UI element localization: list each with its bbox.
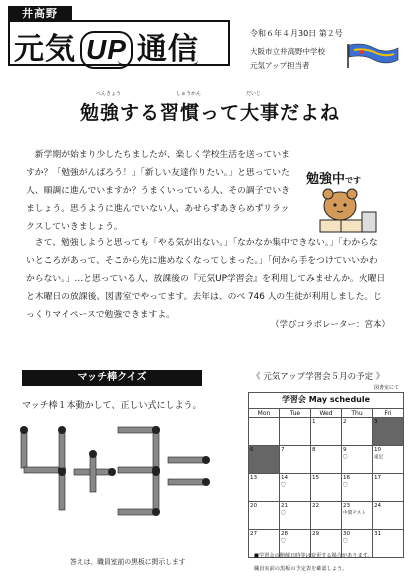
schedule-event: 〇: [281, 511, 286, 516]
ruby-benkyou: べんきょう: [96, 91, 122, 97]
schedule-day-cell: [249, 502, 280, 530]
schedule-event: 〇: [281, 539, 286, 544]
schedule-date: 15: [312, 475, 320, 481]
schedule-footnote-2: 職員室前の黒板の予定表を確認しよう。: [254, 566, 348, 572]
credit-line: （学びコラボレーター：宮本）: [270, 320, 390, 330]
day-thu: Thu: [342, 409, 373, 418]
schedule-date: 30: [343, 531, 351, 537]
schedule-date: 13: [250, 475, 258, 481]
schedule-day-cell: [373, 418, 404, 446]
main-paragraph: さて、勉強しようと思っても「やる気が出ない。」「なかなか集中できない。」「わからないところがあって、そこから先に進めなくなってしまった。」「何から手をつけていいかわからない。」…と思っている人、放課後の『元気UP学習会』を利用してみませんか。火曜日と木曜日の放課後、図書室でやってます。去年は、のべ 746 人の生徒が利用しました。じっくりマイペースで勉強できますよ。: [26, 238, 386, 320]
schedule-day-cell: [280, 474, 311, 502]
title-left: 元気: [14, 32, 76, 67]
schedule-date: 24: [374, 503, 382, 509]
schedule-day-header: [249, 409, 404, 418]
schedule-date: 20: [250, 503, 258, 509]
schedule-day-cell: [280, 418, 311, 446]
ruby-daiji: だいじ: [246, 91, 262, 97]
schedule-day-cell: [342, 502, 373, 530]
schedule-date: 10: [374, 447, 382, 453]
schedule-title: 《 元気アップ学習会５月の予定 》: [252, 372, 385, 382]
schedule-date: 8: [312, 447, 316, 453]
schedule-date: 23: [343, 503, 351, 509]
day-fri: Fri: [373, 409, 404, 418]
schedule-day-cell: [249, 418, 280, 446]
schedule-day-cell: [311, 446, 342, 474]
schedule-location-note: 図書室にて: [374, 385, 400, 391]
schedule-event: 〇: [281, 483, 286, 488]
schedule-date: 31: [374, 531, 382, 537]
schedule-date: 14: [281, 475, 289, 481]
schedule-date: 27: [250, 531, 258, 537]
schedule-event: 遠足: [374, 455, 384, 460]
schedule-date: 28: [281, 531, 289, 537]
schedule-day-cell: [311, 502, 342, 530]
day-mon: Mon: [249, 409, 280, 418]
schedule-date: 22: [312, 503, 320, 509]
title-swoosh: [118, 60, 198, 66]
schedule-date: 17: [374, 475, 382, 481]
schedule-day-cell: [280, 446, 311, 474]
day-tue: Tue: [280, 409, 311, 418]
schedule-caption: 学習会 May schedule: [249, 393, 404, 409]
schedule-day-cell: [249, 446, 280, 474]
title-right: 通信: [136, 32, 199, 67]
schedule-day-cell: [311, 418, 342, 446]
schedule-date: 1: [312, 419, 316, 425]
school-tag: 井高野: [8, 6, 72, 22]
headline: [0, 98, 420, 125]
matchstick-equation-icon: [18, 420, 218, 530]
schedule-day-cell: [373, 446, 404, 474]
schedule-week-row: [249, 502, 404, 530]
schedule-week-row: [249, 474, 404, 502]
schedule-day-cell: [373, 474, 404, 502]
schedule-date: 7: [281, 447, 285, 453]
quiz-answer-note: 答えは、職員室前の黒板に掲示します: [70, 558, 186, 566]
schedule-day-cell: [342, 474, 373, 502]
schedule-event: 〇: [343, 539, 348, 544]
schedule-week-row: [249, 446, 404, 474]
schedule-date: 29: [312, 531, 320, 537]
intro-paragraph: 新学期が始まり少したちましたが、楽しく学校生活を送っていますか？「勉強がんばろう！」「新しい友達作りたい。」と思っていた人、順調に進んでいますか？うまくいっている人、その調子でいきましょう。思うように進んでいない人、あせらずあきらめずリラックスしていきましょう。: [26, 150, 290, 232]
schedule-date: 16: [343, 475, 351, 481]
schedule-day-cell: [342, 446, 373, 474]
day-wed: Wed: [311, 409, 342, 418]
schedule-event: 〇: [343, 483, 348, 488]
schedule-date: 2: [343, 419, 347, 425]
flag-illustration-icon: [344, 42, 400, 68]
headline-text: 勉強する習慣って大事だよね: [79, 102, 340, 124]
schedule-date: 3: [374, 419, 378, 425]
title-up-logo: UP: [80, 31, 133, 69]
schedule-date: 21: [281, 503, 289, 509]
ruby-shuukan: しゅうかん: [176, 91, 202, 97]
schedule-date: 9: [343, 447, 347, 453]
schedule-table: [248, 392, 404, 558]
school-name: 大阪市立井高野中学校: [250, 47, 325, 56]
schedule-day-cell: [373, 502, 404, 530]
schedule-day-cell: [373, 530, 404, 558]
schedule-day-cell: [249, 474, 280, 502]
schedule-week-row: [249, 418, 404, 446]
schedule-footnote: ■学習会の開催日時等は変更する場合があります。: [254, 553, 373, 559]
badge-small: です: [345, 176, 362, 185]
schedule-date: 6: [250, 447, 254, 453]
schedule-event: 中間テスト: [343, 511, 366, 516]
quiz-heading: マッチ棒クイズ: [22, 370, 202, 386]
quiz-question: マッチ棒１本動かして、正しい式にしよう。: [22, 401, 202, 411]
badge-main: 勉強中: [306, 172, 346, 187]
schedule-day-cell: [280, 502, 311, 530]
mascot-studying-icon: [310, 182, 380, 236]
team-name: 元気アップ担当者: [250, 61, 310, 70]
schedule-event: 〇: [343, 455, 348, 460]
schedule-day-cell: [342, 418, 373, 446]
schedule-day-cell: [311, 474, 342, 502]
issue-line: 令和６年４月30日 第２号: [250, 29, 343, 38]
